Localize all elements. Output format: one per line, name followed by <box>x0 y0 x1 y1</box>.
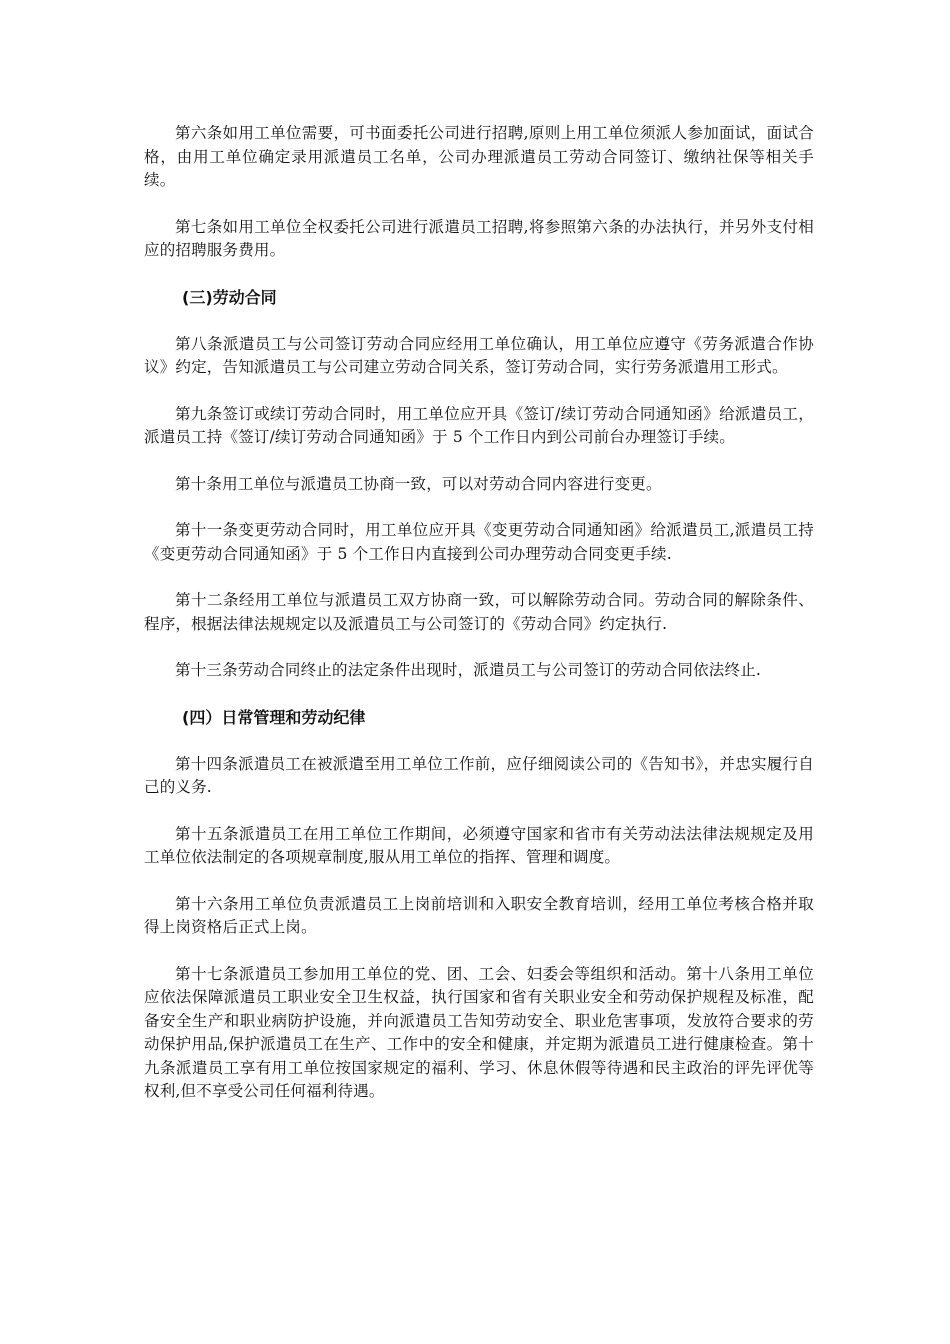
article-15: 第十五条派遣员工在用工单位工作期间，必须遵守国家和省市有关劳动法法律法规规定及用工单位依法制定的各项规章制度,服从用工单位的指挥、管理和调度。 <box>144 824 814 866</box>
article-13: 第十三条劳动合同终止的法定条件出现时，派遣员工与公司签订的劳动合同依法终止. <box>175 661 762 679</box>
document-body <box>144 122 814 1126</box>
article-17-19: 第十七条派遣员工参加用工单位的党、团、工会、妇委会等组织和活动。第十八条用工单位应依法保障派遣员工职业安全卫生权益，执行国家和省有关职业安全和劳动保护规程及标准，配备安全生产和职业病防护设施，并向派遣员工告知劳动安全、职业危害事项，发放符合要求的劳动保护用品,保护派遣员工在生产、工作中的安全和健康，并定期为派遣员工进行健康检查。第十九条派遣员工享有用工单位按国家规定的福利、学习、休息休假等待遇和民主政治的评先评优等权利,但不享受公司任何福利待遇。 <box>144 964 814 1100</box>
article-16: 第十六条用工单位负责派遣员工上岗前培训和入职安全教育培训，经用工单位考核合格并取得上岗资格后正式上岗。 <box>144 894 814 936</box>
article-8: 第八条派遣员工与公司签订劳动合同应经用工单位确认，用工单位应遵守《劳务派遣合作协议》约定，告知派遣员工与公司建立劳动合同关系，签订劳动合同，实行劳务派遣用工形式。 <box>144 334 814 376</box>
article-12: 第十二条经用工单位与派遣员工双方协商一致，可以解除劳动合同。劳动合同的解除条件、程序，根据法律法规规定以及派遣员工与公司签订的《劳动合同》约定执行. <box>144 591 814 633</box>
article-6: 第六条如用工单位需要，可书面委托公司进行招聘,原则上用工单位须派人参加面试，面试合格，由用工单位确定录用派遣员工名单，公司办理派遣员工劳动合同签订、缴纳社保等相关手续。 <box>144 124 814 189</box>
article-9: 第九条签订或续订劳动合同时，用工单位应开具《签订/续订劳动合同通知函》给派遣员工，派遣员工持《签订/续订劳动合同通知函》于 5 个工作日内到公司前台办理签订手续。 <box>144 404 814 446</box>
section-heading-labor-contract: (三)劳动合同 <box>182 287 277 307</box>
article-10: 第十条用工单位与派遣员工协商一致，可以对劳动合同内容进行变更。 <box>175 474 662 493</box>
article-11: 第十一条变更劳动合同时，用工单位应开具《变更劳动合同通知函》给派遣员工,派遣员工持《变更劳动合同通知函》于 5 个工作日内直接到公司办理劳动合同变更手续. <box>144 521 814 563</box>
article-14: 第十四条派遣员工在被派遣至用工单位工作前，应仔细阅读公司的《告知书》，并忠实履行自己的义务. <box>144 754 814 796</box>
section-heading-daily-management: (四）日常管理和劳动纪律 <box>182 707 366 727</box>
article-7: 第七条如用工单位全权委托公司进行派遣员工招聘,将参照第六条的办法执行，并另外支付相应的招聘服务费用。 <box>144 217 814 259</box>
